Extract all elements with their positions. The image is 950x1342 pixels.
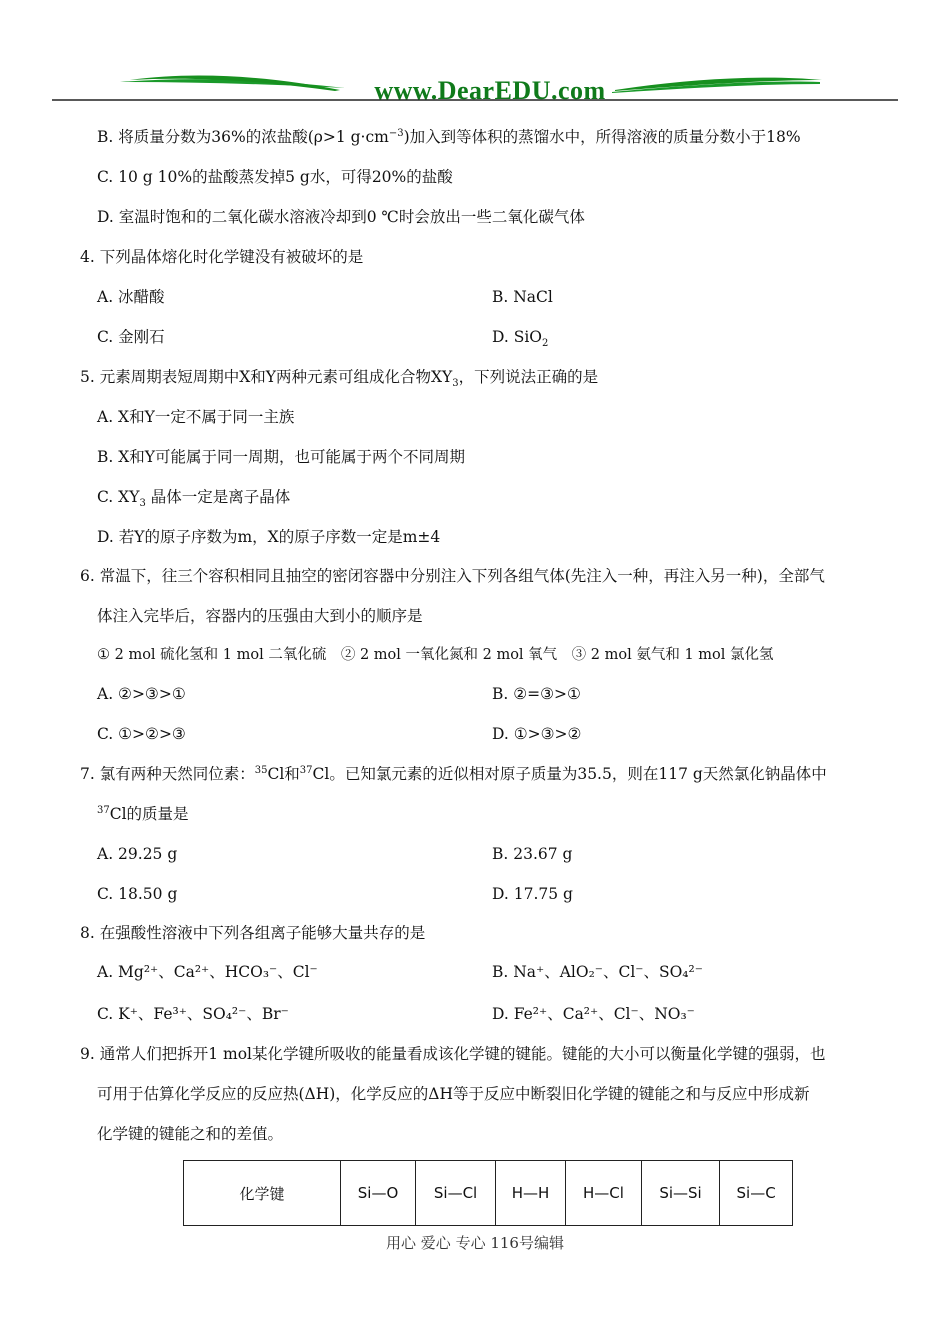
q8-option-b: B. Na⁺、AlO₂⁻、Cl⁻、SO₄²⁻ [492,963,703,981]
table-col-si-o: Si—O [341,1161,416,1226]
table-col-si-si: Si—Si [641,1161,719,1226]
q9-stem-line1: 9. 通常人们把拆开1 mol某化学键所吸收的能量看成该化学键的键能。键能的大小可以衡量化学键的强弱，也 [80,1045,826,1063]
table-header-row [184,1161,793,1226]
q7-option-b: B. 23.67 g [492,845,573,863]
q9-stem-line3: 化学键的键能之和的差值。 [97,1125,284,1143]
table-col-h-cl: H—Cl [566,1161,642,1226]
q6-option-c: C. ①>②>③ [97,725,186,743]
q3-option-c: C. 10 g 10%的盐酸蒸发掉5 g水，可得20%的盐酸 [97,168,453,186]
table-col-si-cl: Si—Cl [416,1161,496,1226]
q6-stem-line1: 6. 常温下，往三个容积相同且抽空的密闭容器中分别注入下列各组气体(先注入一种，再注入另一种)，全部气 [80,567,825,585]
table-head-cell: 化学键 [184,1161,341,1226]
q8-stem: 8. 在强酸性溶液中下列各组离子能够大量共存的是 [80,924,426,942]
q4-option-b: B. NaCl [492,288,553,306]
bond-energy-table [183,1160,793,1226]
q5-option-d: D. 若Y的原子序数为m，X的原子序数一定是m±4 [97,528,441,546]
q7-option-c: C. 18.50 g [97,885,178,903]
q4-option-a: A. 冰醋酸 [97,288,165,306]
q7-stem-line1: 7. 氯有两种天然同位素：$^{35}$Cl和$^{37}$Cl。已知氯元素的近似相对原子质量为35.5，则在117 g天然氯化钠晶体中 [80,764,827,783]
table-col-h-h: H—H [496,1161,566,1226]
site-logo-text: www.DearEDU.com [374,76,606,105]
q5-option-a: A. X和Y一定不属于同一主族 [97,408,295,426]
q6-option-d: D. ①>③>② [492,725,582,743]
q3-option-b: B. 将质量分数为36%的浓盐酸(ρ>1 $g\cdot cm^{-3}$)加入到等体积的蒸馏水中，所得溶液的质量分数小于18% [97,127,801,146]
q7-option-a: A. 29.25 g [97,845,178,863]
q8-option-c: C. K⁺、Fe³⁺、SO₄²⁻、Br⁻ [97,1005,289,1023]
q4-option-d: D. SiO$_2$ [492,328,549,350]
q5-stem: 5. 元素周期表短周期中X和Y两种元素可组成化合物$XY_3$，下列说法正确的是 [80,368,599,390]
q6-option-a: A. ②>③>① [97,685,186,703]
q5-option-b: B. X和Y可能属于同一周期，也可能属于两个不同周期 [97,448,466,466]
q6-stem-line2: 体注入完毕后，容器内的压强由大到小的顺序是 [97,607,423,625]
q8-option-a: A. Mg²⁺、Ca²⁺、HCO₃⁻、Cl⁻ [97,963,318,981]
page-footer: 用心 爱心 专心 116号编辑 [386,1234,564,1252]
q5-option-c: C. $XY_3$ 晶体一定是离子晶体 [97,488,291,510]
q9-stem-line2: 可用于估算化学反应的反应热(ΔH)，化学反应的ΔH等于反应中断裂旧化学键的键能之和与反应中形成新 [97,1085,810,1103]
q7-stem-line2: $^{37}$Cl的质量是 [97,804,189,823]
q4-option-c: C. 金刚石 [97,328,165,346]
q6-items: ① 2 mol 硫化氢和 1 mol 二氧化硫 ② 2 mol 一氧化氮和 2 mol 氧气 ③ 2 mol 氨气和 1 mol 氯化氢 [97,647,774,663]
site-header [0,60,950,110]
q8-option-d: D. Fe²⁺、Ca²⁺、Cl⁻、NO₃⁻ [492,1005,695,1023]
q4-stem: 4. 下列晶体熔化时化学键没有被破坏的是 [80,248,364,266]
q7-option-d: D. 17.75 g [492,885,573,903]
q6-option-b: B. ②=③>① [492,685,581,703]
table-col-si-c: Si—C [720,1161,793,1226]
q3-option-d: D. 室温时饱和的二氧化碳水溶液冷却到0 ℃时会放出一些二氧化碳气体 [97,208,585,226]
